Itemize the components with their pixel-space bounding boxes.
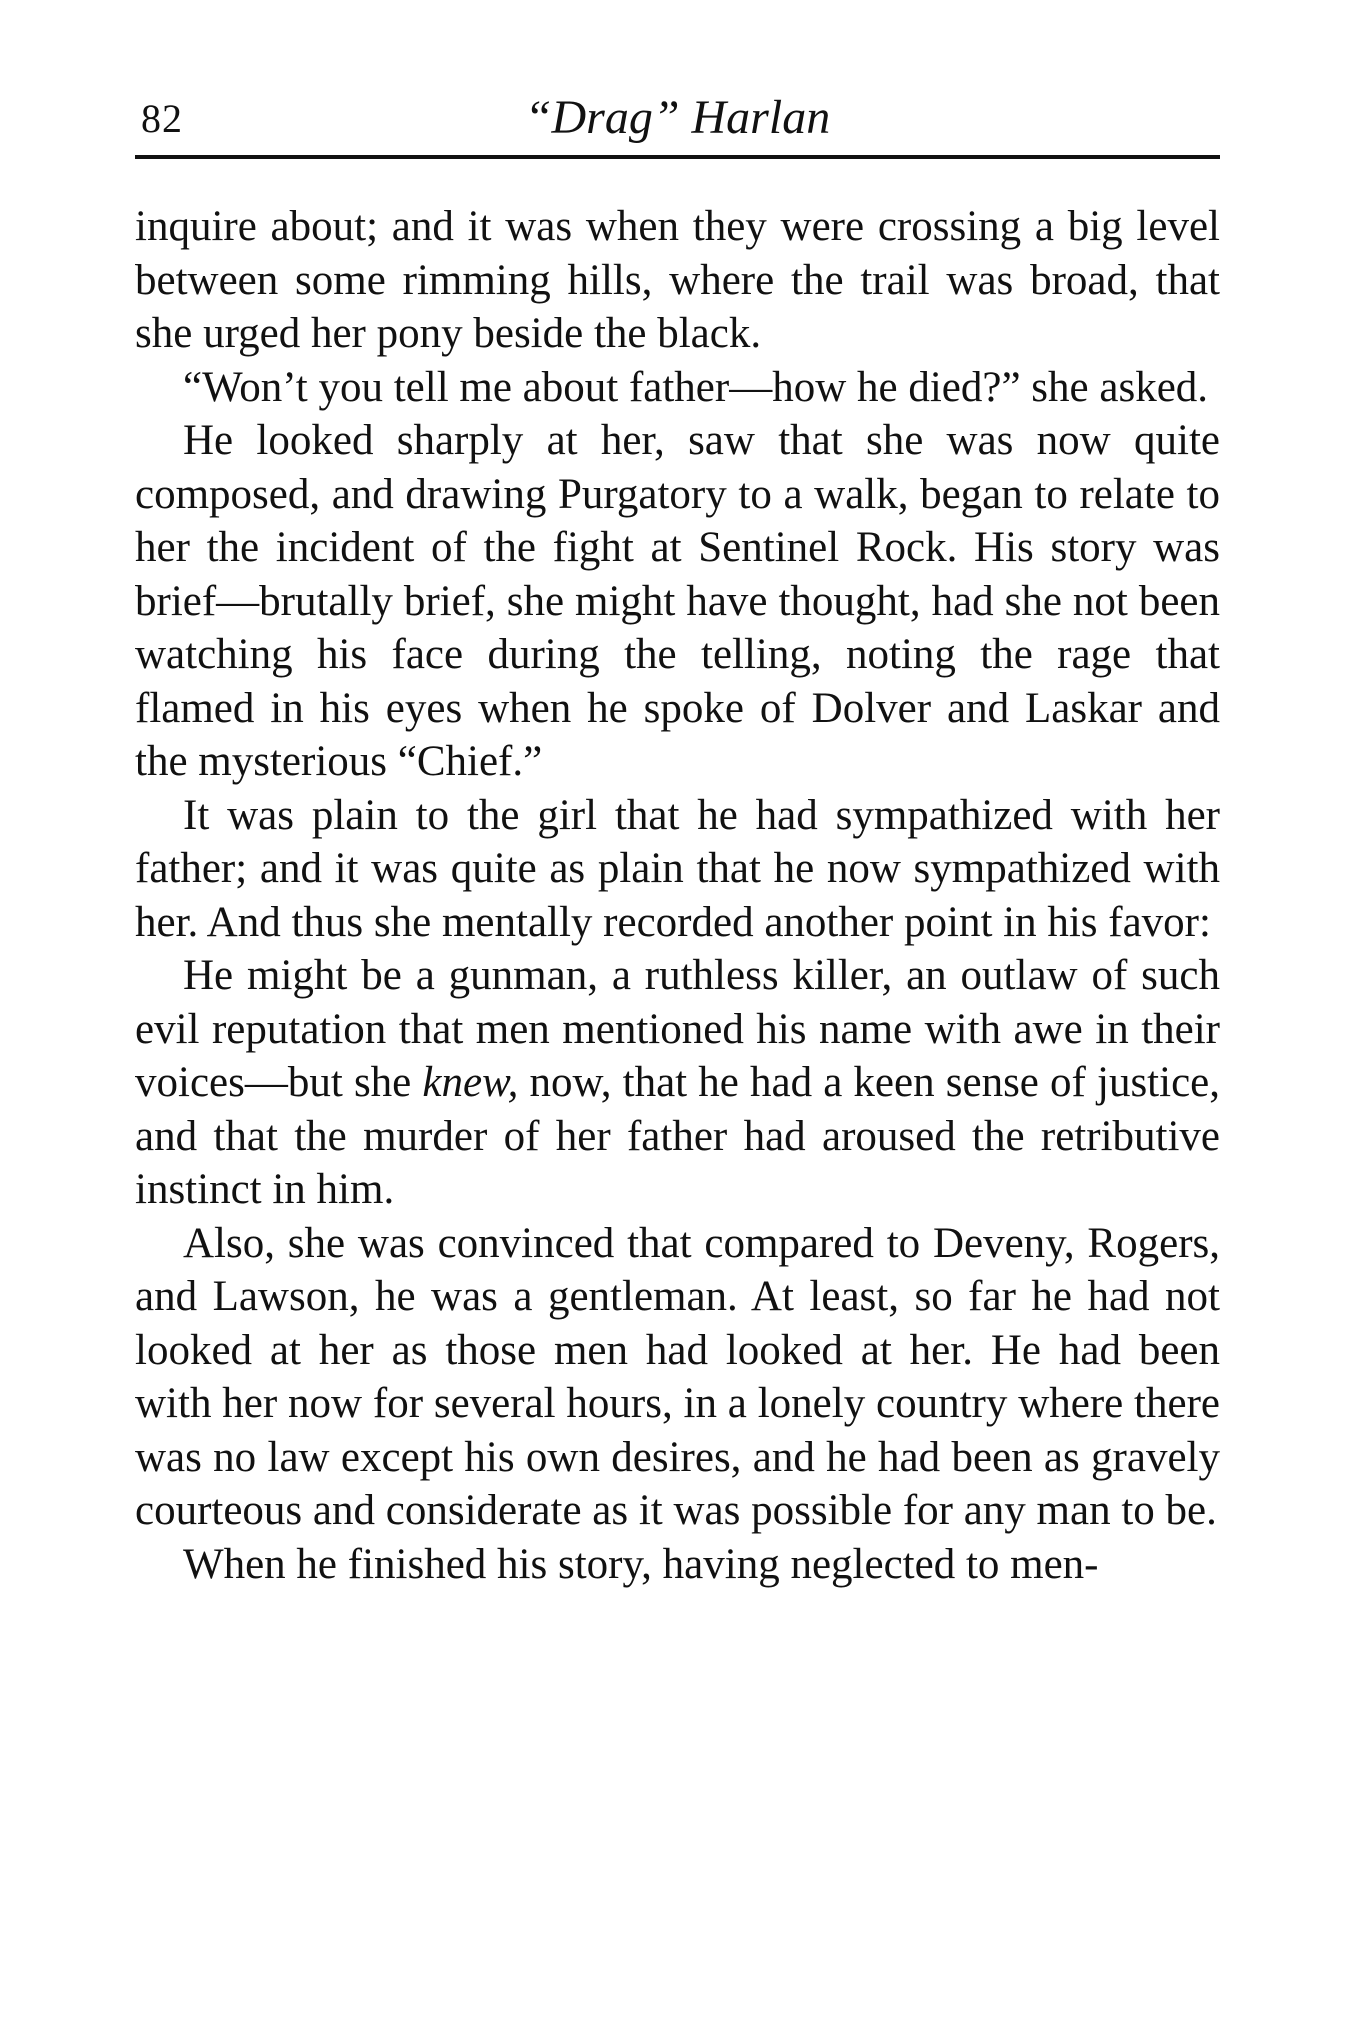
- page-number: 82: [141, 96, 183, 141]
- paragraph: Also, she was convinced that compared to Deveny, Rogers, and Lawson, he was a gentleman. At least, so far he had not looked at her as those men had looked at her. He had been with her now for several hours, in a lonely country where there was no law except his own desires, and he had been as gravely courteous and considerate as it was possible for any man to be.: [135, 1219, 1220, 1534]
- page-header: [135, 85, 1220, 155]
- paragraph: He looked sharply at her, saw that she was now quite composed, and drawing Purgatory to a walk, began to relate to her the incident of the fight at Sentinel Rock. His story was brief—brutally brief, she might have thought, had she not been watching his face during the telling, noting the rage that flamed in his eyes when he spoke of Dolver and Laskar and the mysterious “Chief.”: [135, 417, 1220, 785]
- paragraph: When he finished his story, having neglected to men-: [183, 1540, 1099, 1588]
- running-title: “Drag” Harlan: [524, 91, 831, 144]
- emphasized-word: knew,: [422, 1059, 519, 1106]
- paragraph: It was plain to the girl that he had sympathized with her father; and it was quite as plain that he now sympathized with her. And thus she mentally recorded another point in his favor:: [135, 791, 1220, 946]
- paragraph: “Won’t you tell me about father—how he died?” she asked.: [183, 363, 1209, 411]
- book-page: [135, 0, 1220, 2035]
- paragraph-text-start: He might be a gunman, a ruthless killer, an outlaw of such evil reputation that men mentioned his name with awe in their voices—but she: [135, 952, 1220, 1106]
- paragraph: inquire about; and it was when they were crossing a big level between some rimming hills, where the trail was broad, that she urged her pony beside the black.: [135, 203, 1220, 357]
- paragraph-text-end: now, that he had a keen sense of justice, and that the murder of her father had aroused the retributive instinct in him.: [135, 1059, 1220, 1213]
- header-rule: [135, 155, 1220, 159]
- body-text: [135, 200, 1220, 1591]
- paragraph-with-emphasis: [135, 949, 1220, 1217]
